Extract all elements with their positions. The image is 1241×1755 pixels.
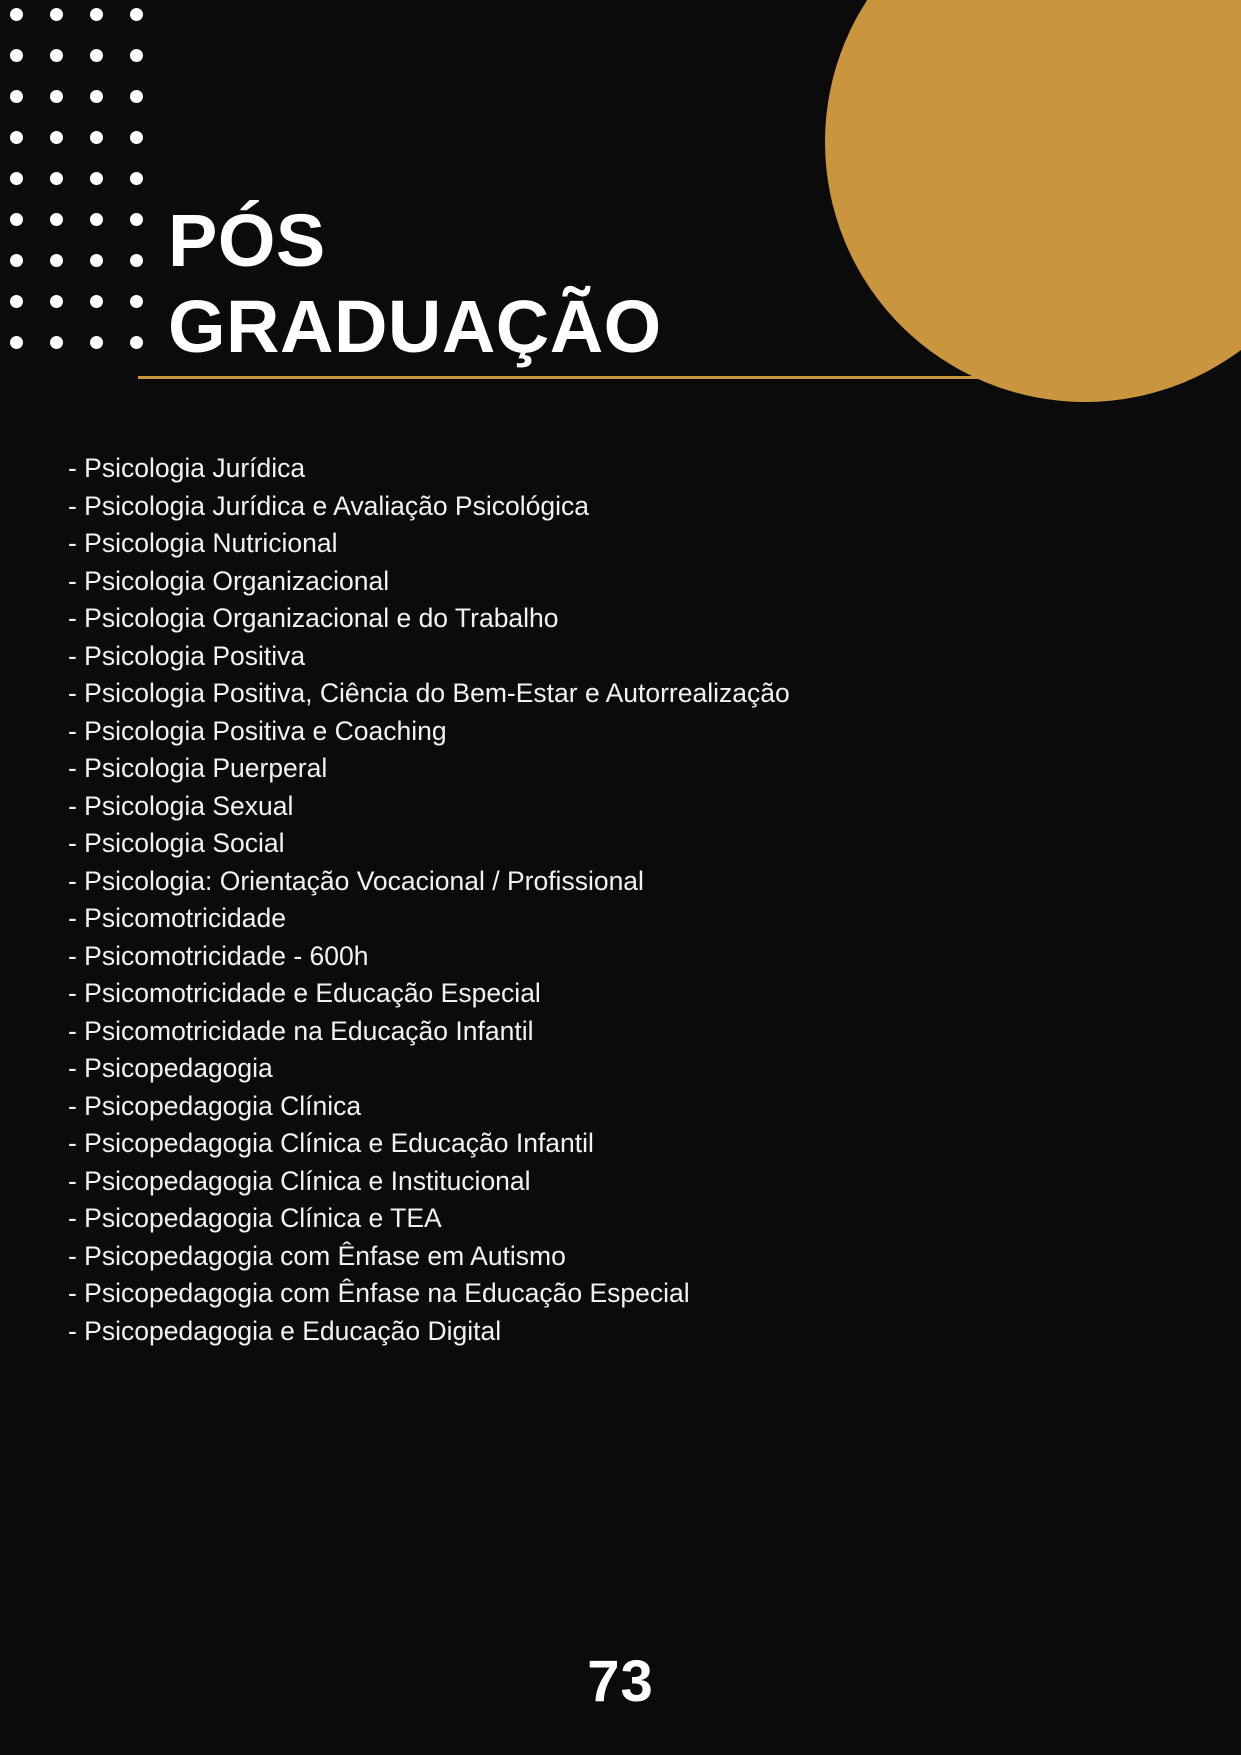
dot [130, 254, 143, 267]
list-item: - Psicologia Organizacional e do Trabalho [68, 603, 559, 633]
dot [130, 8, 143, 21]
list-item: - Psicomotricidade na Educação Infantil [68, 1015, 534, 1046]
dot [10, 336, 23, 349]
list-item: - Psicologia Positiva e Coaching [68, 715, 447, 746]
dot [90, 172, 103, 185]
dot [90, 131, 103, 144]
list-item: - Psicopedagogia com Ênfase na Educação Especial [68, 1278, 690, 1308]
list-item: - Psicologia Jurídica e Avaliação Psicológica [68, 490, 589, 521]
list-item: - Psicologia Positiva, Ciência do Bem-Estar e Autorrealização [68, 678, 790, 708]
page-title-line-2: GRADUAÇÃO [168, 284, 662, 368]
page-title-line-1: PÓS [168, 199, 326, 282]
list-item: - Psicologia Jurídica [68, 453, 306, 483]
list-item: - Psicologia Puerperal [68, 753, 328, 783]
dot [90, 295, 103, 308]
page-number: 73 [587, 1649, 654, 1714]
dot [90, 90, 103, 103]
dot [130, 213, 143, 226]
title-underline [138, 376, 1038, 379]
dot [130, 295, 143, 308]
dot [10, 295, 23, 308]
dot-grid-decoration [10, 8, 170, 377]
list-item: - Psicologia Sexual [68, 790, 294, 821]
dot [50, 172, 63, 185]
dot [90, 213, 103, 226]
list-item: - Psicologia Organizacional [68, 565, 390, 596]
list-item: - Psicomotricidade [68, 903, 286, 933]
list-item: - Psicologia Social [68, 828, 285, 858]
dot [90, 8, 103, 21]
list-item: - Psicopedagogia Clínica e Institucional [68, 1165, 531, 1196]
dot [50, 336, 63, 349]
course-list [68, 450, 1168, 1350]
dot [10, 131, 23, 144]
dot [90, 49, 103, 62]
list-item: - Psicopedagogia Clínica [68, 1090, 362, 1121]
dot [90, 336, 103, 349]
dot [130, 49, 143, 62]
dot [50, 131, 63, 144]
dot [10, 8, 23, 21]
list-item: - Psicopedagogia e Educação Digital [68, 1315, 502, 1346]
list-item: - Psicologia Positiva [68, 640, 306, 671]
dot [10, 254, 23, 267]
dot [50, 213, 63, 226]
dot [10, 49, 23, 62]
dot [10, 90, 23, 103]
dot [50, 295, 63, 308]
page-title [168, 198, 1048, 379]
list-item: - Psicologia: Orientação Vocacional / Profissional [68, 865, 644, 896]
list-item: - Psicopedagogia Clínica e Educação Infantil [68, 1128, 594, 1158]
dot [50, 8, 63, 21]
dot [50, 49, 63, 62]
dot [130, 90, 143, 103]
list-item: - Psicomotricidade e Educação Especial [68, 978, 541, 1008]
list-item: - Psicopedagogia Clínica e TEA [68, 1203, 442, 1233]
list-item: - Psicologia Nutricional [68, 528, 338, 558]
dot [90, 254, 103, 267]
dot [130, 131, 143, 144]
list-item: - Psicopedagogia com Ênfase em Autismo [68, 1240, 566, 1271]
dot [50, 254, 63, 267]
dot [130, 336, 143, 349]
list-item: - Psicomotricidade - 600h [68, 940, 369, 971]
dot [10, 172, 23, 185]
list-item: - Psicopedagogia [68, 1053, 273, 1083]
dot [10, 213, 23, 226]
dot [50, 90, 63, 103]
dot [130, 172, 143, 185]
